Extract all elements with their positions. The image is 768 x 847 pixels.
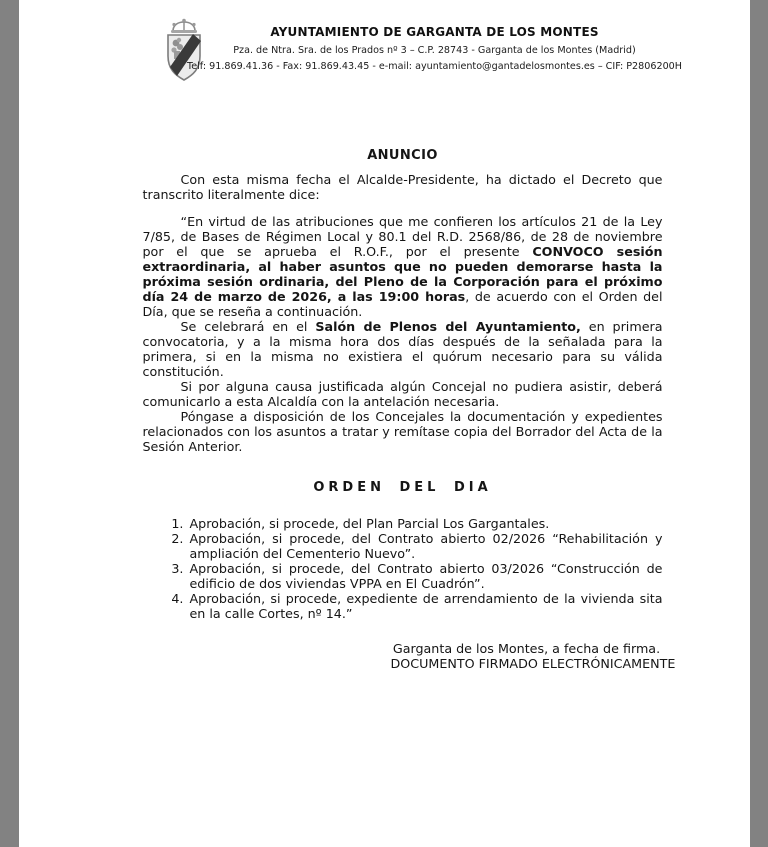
order-of-day-list: [143, 516, 663, 621]
announcement-title: ANUNCIO: [367, 148, 438, 163]
document-page: [19, 0, 750, 847]
organization-name: AYUNTAMIENTO DE GARGANTA DE LOS MONTES: [270, 25, 599, 39]
decree-paragraph: Se celebrará en el Salón de Plenos del Ayuntamiento, en primera convocatoria, y a la misma hora dos días después de la señalada para la primera, si en la misma no existiera el quórum necesario para su válida constitución.: [142, 319, 663, 379]
decree-paragraph: Si por alguna causa justificada algún Concejal no pudiera asistir, deberá comunicarlo a esta Alcaldía con la antelación necesaria.: [142, 379, 663, 409]
decree-paragraph: “En virtud de las atribuciones que me confieren los artículos 21 de la Ley 7/85, de Bases de Régimen Local y 80.1 del R.D. 2568/86, de 28 de noviembre por el que se aprueba el R.O.F., por el presente CONVOCO sesión extraordinaria, al haber asuntos que no pueden demorarse hasta la próxima sesión ordinaria, del Pleno de la Corporación para el próximo día 24 de marzo de 2026, a las 19:00 horas, de acuerdo con el Orden del Día, que se reseña a continuación.: [142, 214, 663, 319]
order-item: 1. Aprobación, si procede, del Plan Parcial Los Gargantales.: [188, 516, 663, 531]
signature-block: [390, 641, 676, 671]
order-of-day-heading: ORDEN DEL DIA: [313, 480, 492, 495]
order-item: 3. Aprobación, si procede, del Contrato abierto 03/2026 “Construcción de edificio de dos viviendas VPPA en El Cuadrón”.: [188, 561, 663, 591]
letterhead-text: [119, 25, 751, 72]
decree-text: [143, 214, 663, 454]
intro-paragraph: Con esta misma fecha el Alcalde-Presidente, ha dictado el Decreto que transcrito literalmente dice:: [142, 172, 663, 202]
organization-address: Pza. de Ntra. Sra. de los Prados nº 3 – C.P. 28743 - Garganta de los Montes (Madrid): [233, 45, 636, 56]
decree-paragraph: Póngase a disposición de los Concejales la documentación y expedientes relacionados con los asuntos a tratar y remítase copia del Borrador del Acta de la Sesión Anterior.: [142, 409, 663, 454]
organization-contact: Telf: 91.869.41.36 - Fax: 91.869.43.45 - e-mail: ayuntamiento@gantadelosmontes.es – CIF: P2806200H: [187, 61, 682, 72]
document-body: [142, 148, 676, 671]
order-item: 2. Aprobación, si procede, del Contrato abierto 02/2026 “Rehabilitación y ampliación del Cementerio Nuevo”.: [188, 531, 663, 561]
letterhead: [19, 18, 750, 88]
signature-place-line: Garganta de los Montes, a fecha de firma.: [392, 641, 661, 656]
signature-signed-line: DOCUMENTO FIRMADO ELECTRÓNICAMENTE: [390, 656, 676, 671]
order-item: 4. Aprobación, si procede, expediente de arrendamiento de la vivienda sita en la calle Cortes, nº 14.”: [188, 591, 663, 621]
